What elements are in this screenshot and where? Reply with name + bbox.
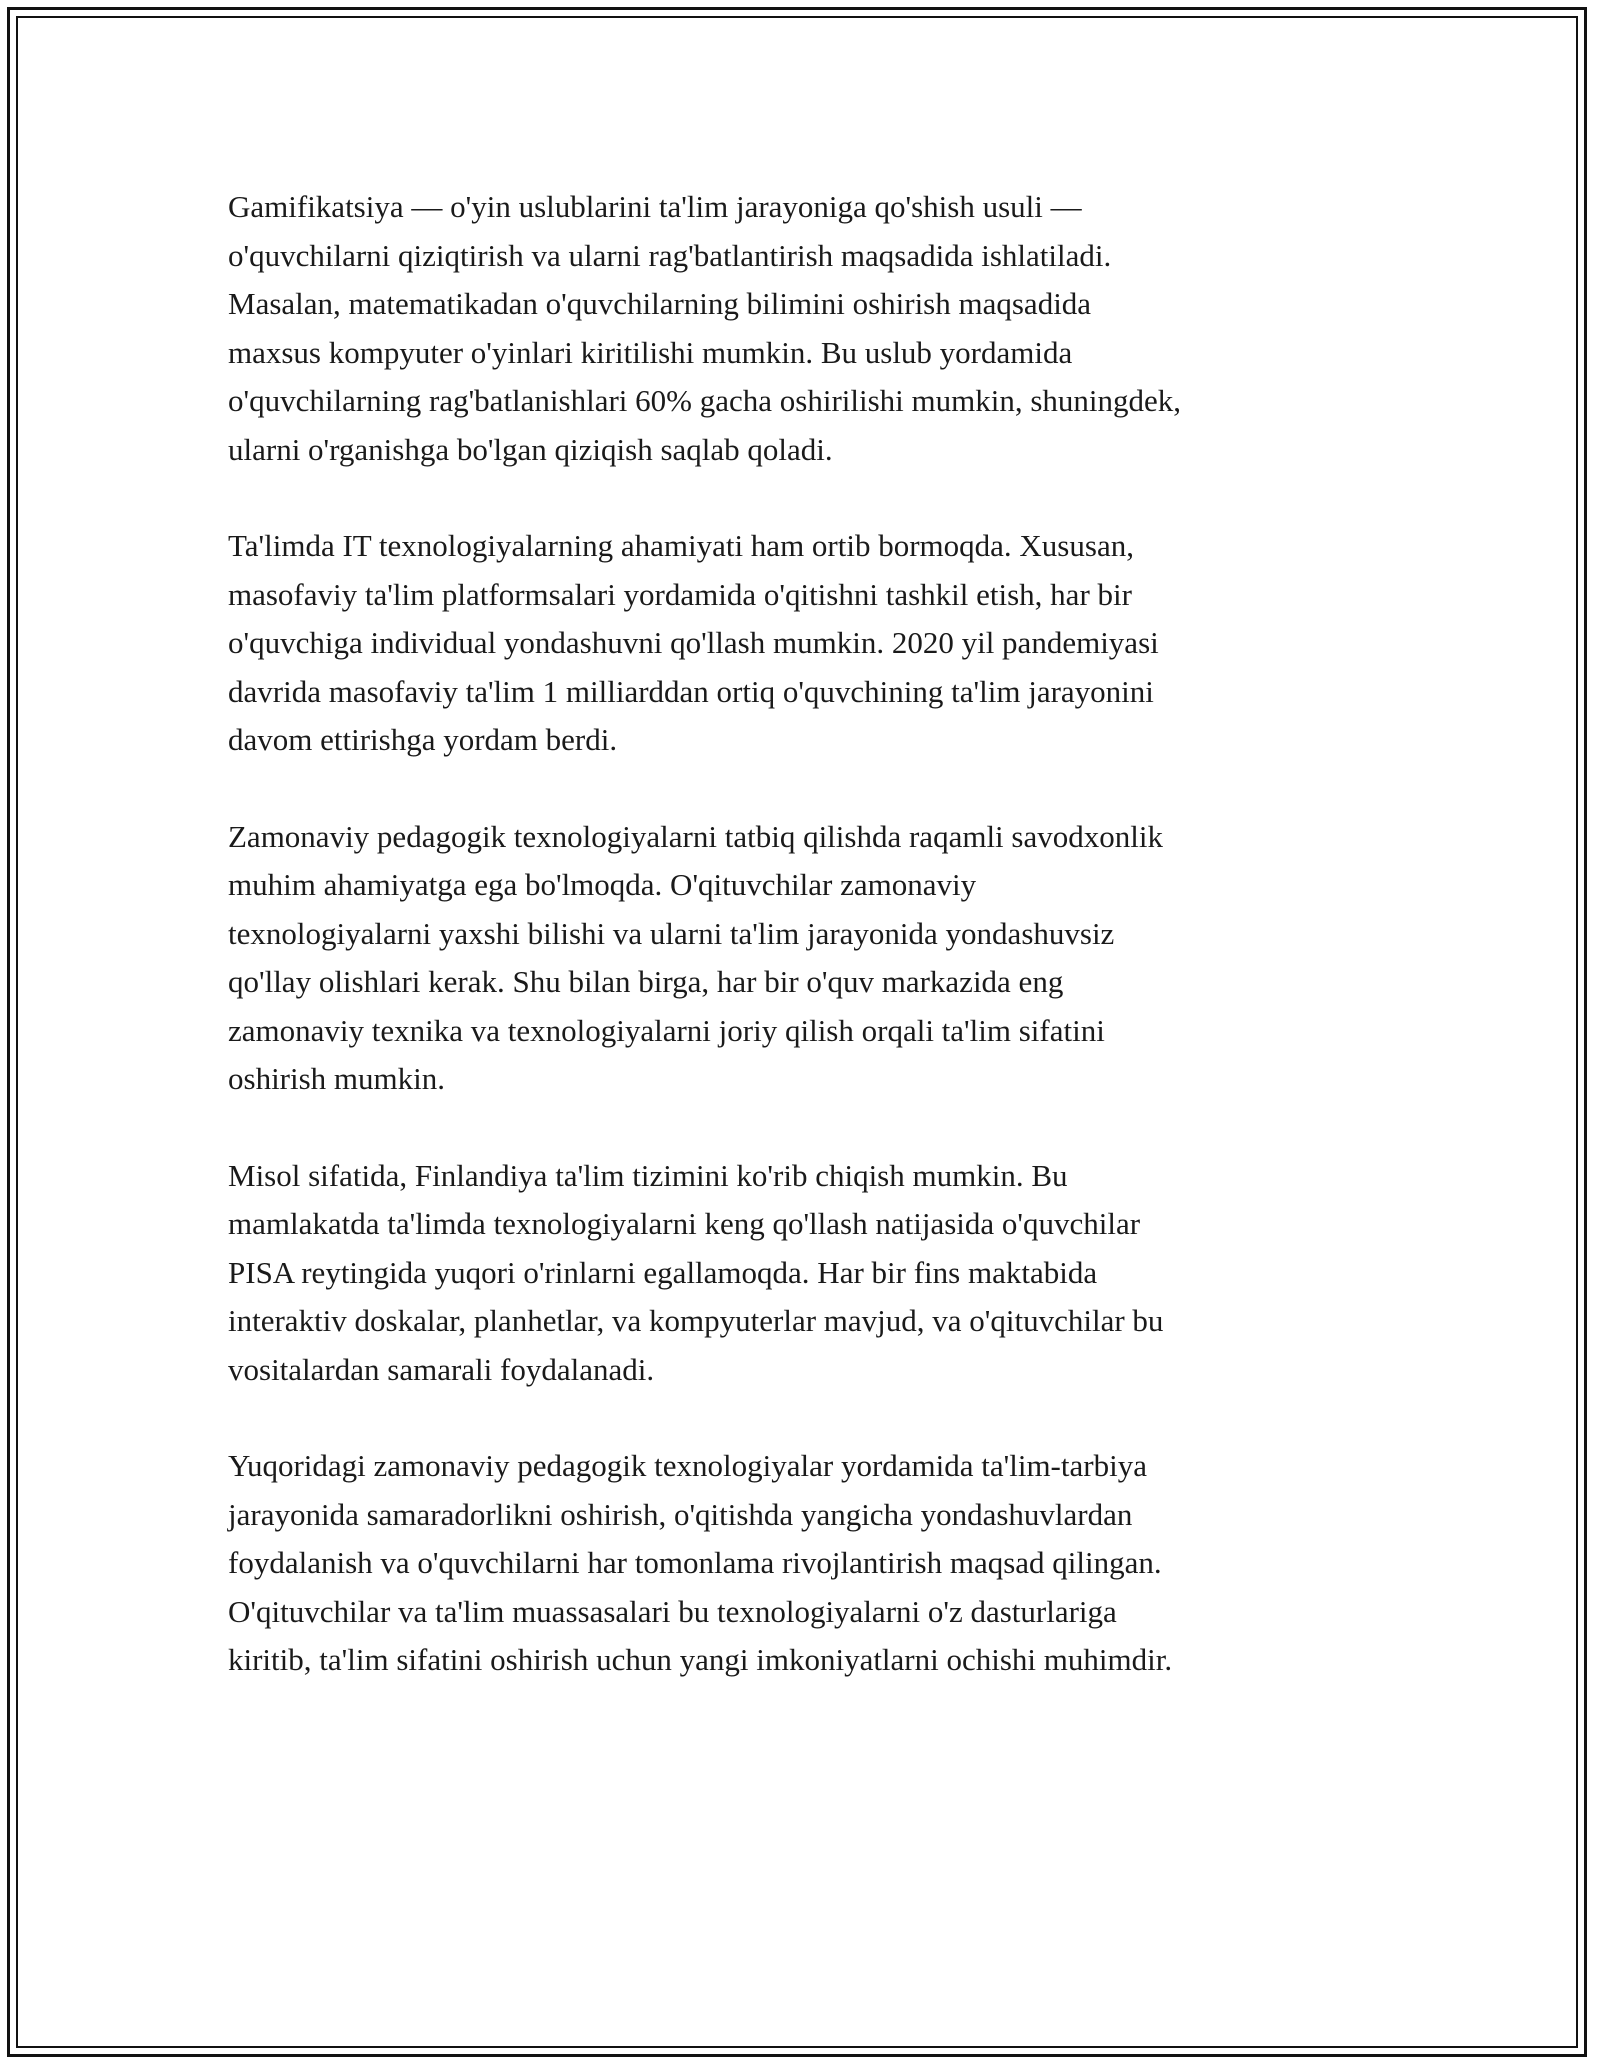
text-line: Ta'limda IT texnologiyalarning ahamiyati ham ortib bormoqda. Xususan,: [228, 528, 1134, 563]
text-line: o'quvchilarning rag'batlanishlari 60% gacha oshirilishi mumkin, shuningdek,: [228, 383, 1182, 418]
text-line: masofaviy ta'lim platformsalari yordamida o'qitishni tashkil etish, har bir: [228, 576, 1132, 612]
text-line: mamlakatda ta'limda texnologiyalarni keng qo'llash natijasida o'quvchilar: [228, 1206, 1141, 1241]
text-line: Yuqoridagi zamonaviy pedagogik texnologiyalar yordamida ta'lim-tarbiya: [228, 1448, 1147, 1483]
text-line: texnologiyalarni yaxshi bilishi va ularni ta'lim jarayonida yondashuvsiz: [228, 915, 1115, 951]
text-line: vositalardan samarali foydalanadi.: [228, 1351, 655, 1387]
text-line: davom ettirishga yordam berdi.: [228, 722, 618, 757]
paragraph-conclusion: [228, 1442, 1388, 1685]
text-line: muhim ahamiyatga ega bo'lmoqda. O'qituvchilar zamonaviy: [228, 867, 977, 902]
text-line: jarayonida samaradorlikni oshirish, o'qitishda yangicha yondashuvlardan: [228, 1496, 1133, 1532]
text-line: davrida masofaviy ta'lim 1 milliarddan ortiq o'quvchining ta'lim jarayonini: [228, 673, 1154, 709]
text-line: o'quvchiga individual yondashuvni qo'llash mumkin. 2020 yil pandemiyasi: [228, 625, 1159, 660]
text-line: oshirish mumkin.: [228, 1061, 446, 1096]
text-line: Misol sifatida, Finlandiya ta'lim tizimini ko'rib chiqish mumkin. Bu: [228, 1157, 1068, 1193]
text-line: zamonaviy texnika va texnologiyalarni joriy qilish orqali ta'lim sifatini: [228, 1012, 1105, 1048]
text-line: Gamifikatsiya — o'yin uslublarini ta'lim jarayoniga qo'shish usuli —: [228, 189, 1082, 224]
paragraph-finland-example: [228, 1152, 1388, 1395]
text-line: ularni o'rganishga bo'lgan qiziqish saqlab qoladi.: [228, 431, 833, 467]
paragraph-gamification: [228, 183, 1388, 474]
text-line: Zamonaviy pedagogik texnologiyalarni tatbiq qilishda raqamli savodxonlik: [228, 818, 1163, 854]
text-line: foydalanish va o'quvchilarni har tomonlama rivojlantirish maqsad qilingan.: [228, 1545, 1162, 1580]
text-line: o'quvchilarni qiziqtirish va ularni rag'batlantirish maqsadida ishlatiladi.: [228, 237, 1112, 273]
text-line: O'qituvchilar va ta'lim muassasalari bu texnologiyalarni o'z dasturlariga: [228, 1593, 1117, 1629]
document-body: [228, 183, 1388, 1733]
text-line: maxsus kompyuter o'yinlari kiritilishi mumkin. Bu uslub yordamida: [228, 334, 1073, 370]
paragraph-digital-literacy: [228, 813, 1388, 1104]
text-line: interaktiv doskalar, planhetlar, va kompyuterlar mavjud, va o'qituvchilar bu: [228, 1303, 1164, 1338]
text-line: PISA reytingida yuqori o'rinlarni egallamoqda. Har bir fins maktabida: [228, 1254, 1098, 1290]
paragraph-it-technologies: [228, 522, 1388, 765]
text-line: qo'llay olishlari kerak. Shu bilan birga, har bir o'quv markazida eng: [228, 964, 1064, 999]
text-line: Masalan, matematikadan o'quvchilarning bilimini oshirish maqsadida: [228, 286, 1092, 321]
text-line: kiritib, ta'lim sifatini oshirish uchun yangi imkoniyatlarni ochishi muhimdir.: [228, 1642, 1173, 1677]
